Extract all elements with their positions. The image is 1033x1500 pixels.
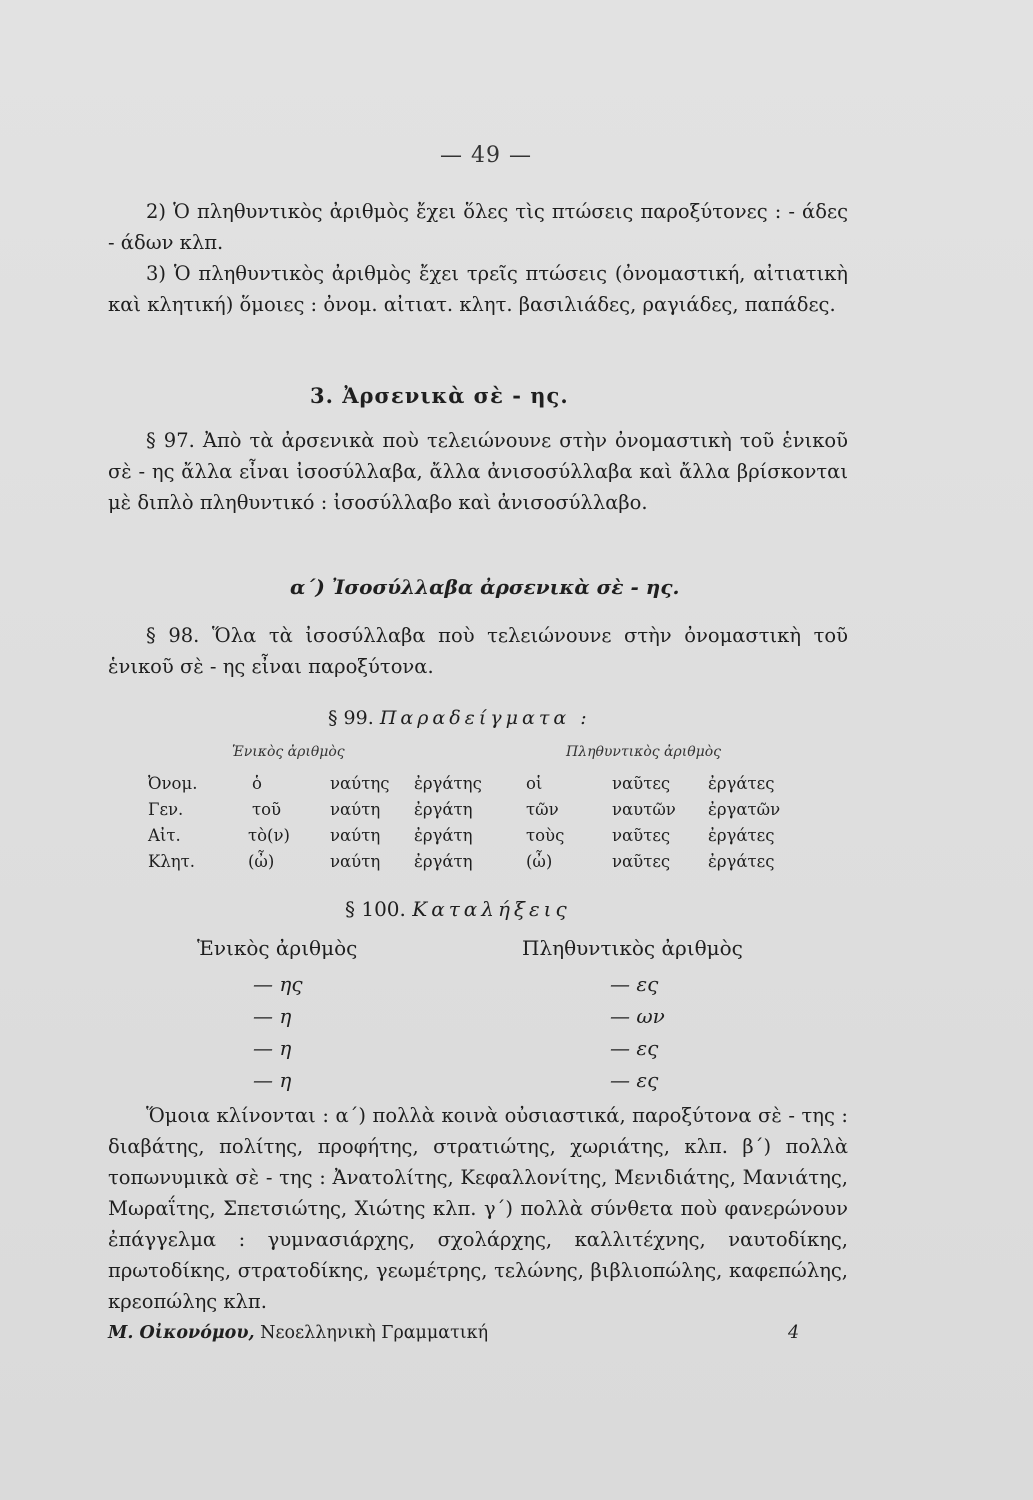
word-ergatis-plural: ἐργάτες xyxy=(708,826,775,845)
page-number: — 49 — xyxy=(440,143,532,168)
ending-singular: — η xyxy=(253,1068,292,1092)
word-ergatis-singular: ἐργάτη xyxy=(414,800,473,819)
article-plural: οἱ xyxy=(526,774,543,793)
case-label: Γεν. xyxy=(148,800,184,819)
paragraph-97 xyxy=(108,425,848,518)
article-plural: τῶν xyxy=(526,800,559,819)
word-ergatis-singular: ἐργάτης xyxy=(414,774,482,793)
word-naftis-singular: ναύτης xyxy=(330,774,390,793)
paragraph-2-text: 2) Ὁ πληθυντικὸς ἀριθμὸς ἔχει ὅλες τὶς πτώσεις παροξύτονες : - άδες - άδων κλπ. xyxy=(108,200,848,254)
examples-title: Παραδείγματα : xyxy=(379,707,591,729)
ending-plural: — ων xyxy=(610,1004,665,1028)
word-ergatis-plural: ἐργάτες xyxy=(708,852,775,871)
word-naftis-singular: ναύτη xyxy=(330,800,381,819)
paragraph-omoia xyxy=(108,1100,848,1317)
word-naftis-plural: ναῦτες xyxy=(612,852,671,871)
article-singular: τοῦ xyxy=(252,800,282,819)
article-plural: (ὦ) xyxy=(526,852,553,871)
article-plural: τοὺς xyxy=(526,826,565,845)
ending-singular: — ης xyxy=(253,972,303,996)
endings-singular-header: Ἑνικὸς ἀριθμὸς xyxy=(197,936,358,960)
word-ergatis-singular: ἐργάτη xyxy=(414,826,473,845)
case-label: Αἰτ. xyxy=(148,826,181,845)
ending-plural: — ες xyxy=(610,1068,659,1092)
word-naftis-singular: ναύτη xyxy=(330,826,381,845)
footer-sheet-number: 4 xyxy=(788,1323,800,1343)
endings-plural-header: Πληθυντικὸς ἀριθμὸς xyxy=(522,936,743,960)
paragraph-3 xyxy=(108,258,848,320)
section-heading-masculines: 3. Ἀρσενικὰ σὲ - ης. xyxy=(310,383,569,408)
article-singular: τὸ(ν) xyxy=(248,826,290,845)
paragraph-omoia-text: Ὅμοια κλίνονται : α΄) πολλὰ κοινὰ οὐσιαστικά, παροξύτονα σὲ - της : διαβάτης, πολίτης, προφήτης, στρατιώτης, χωριάτης, κλπ. β΄) πολλὰ τοπωνυμικὰ σὲ - της : Ἀνατολίτης, Κεφαλλονίτης, Μενιδιάτης, Μανιάτης, Μωραΐτης, Σπετσιώτης, Χιώτης κλπ. γ΄) πολλὰ σύνθετα ποὺ φανερώνουν ἐπάγγελμα : γυμνασιάρχης, σχολάρχης, καλλιτέχνης, ναυτοδίκης, πρωτοδίκης, στρατοδίκης, γεωμέτρης, τελώνης, βιβλιοπώλης, καφεπώλης, κρεοπώλης κλπ. xyxy=(108,1104,848,1313)
word-naftis-plural: ναυτῶν xyxy=(612,800,676,819)
endings-section: § 100. xyxy=(345,897,406,921)
article-singular: (ὦ) xyxy=(248,852,275,871)
table-plural-header: Πληθυντικὸς ἀριθμὸς xyxy=(566,744,722,760)
word-ergatis-plural: ἐργατῶν xyxy=(708,800,781,819)
word-naftis-plural: ναῦτες xyxy=(612,774,671,793)
ending-plural: — ες xyxy=(610,972,659,996)
paragraph-98-text: § 98. Ὅλα τὰ ἰσοσύλλαβα ποὺ τελειώνουνε στὴν ὀνομαστικὴ τοῦ ἑνικοῦ σὲ - ης εἶναι παροξύτονα. xyxy=(108,624,848,678)
word-naftis-singular: ναύτη xyxy=(330,852,381,871)
word-ergatis-plural: ἐργάτες xyxy=(708,774,775,793)
endings-title: Καταλήξεις xyxy=(412,897,571,921)
ending-plural: — ες xyxy=(610,1036,659,1060)
word-ergatis-singular: ἐργάτη xyxy=(414,852,473,871)
paragraph-2 xyxy=(108,196,848,258)
case-label: Κλητ. xyxy=(148,852,196,871)
ending-singular: — η xyxy=(253,1004,292,1028)
case-label: Ὀνομ. xyxy=(148,774,198,793)
endings-heading xyxy=(345,897,571,921)
examples-section: § 99. xyxy=(328,707,374,729)
table-singular-header: Ἑνικὸς ἀριθμὸς xyxy=(232,744,345,760)
examples-heading xyxy=(328,707,591,729)
paragraph-3-text: 3) Ὁ πληθυντικὸς ἀριθμὸς ἔχει τρεῖς πτώσεις (ὀνομαστική, αἰτιατικὴ καὶ κλητική) ὅμοιες : ὀνομ. αἰτιατ. κλητ. βασιλιάδες, ραγιάδες, παπάδες. xyxy=(108,262,848,316)
footer-author: Μ. Οἰκονόμου, xyxy=(108,1323,255,1343)
paragraph-97-text: § 97. Ἀπὸ τὰ ἀρσενικὰ ποὺ τελειώνουνε στὴν ὀνομαστικὴ τοῦ ἑνικοῦ σὲ - ης ἄλλα εἶναι ἰσοσύλλαβα, ἄλλα ἀνισοσύλλαβα καὶ ἄλλα βρίσκονται μὲ διπλὸ πληθυντικό : ἰσοσύλλαβο καὶ ἀνισοσύλλαβο. xyxy=(108,429,848,514)
footer-book-title: Νεοελληνικὴ Γραμματική xyxy=(260,1323,489,1343)
article-singular: ὁ xyxy=(252,774,262,793)
page-footer xyxy=(108,1323,818,1343)
ending-singular: — η xyxy=(253,1036,292,1060)
word-naftis-plural: ναῦτες xyxy=(612,826,671,845)
subheading-isosyllaba: α΄) Ἰσοσύλλαβα ἀρσενικὰ σὲ - ης. xyxy=(290,575,680,599)
paragraph-98 xyxy=(108,620,848,682)
